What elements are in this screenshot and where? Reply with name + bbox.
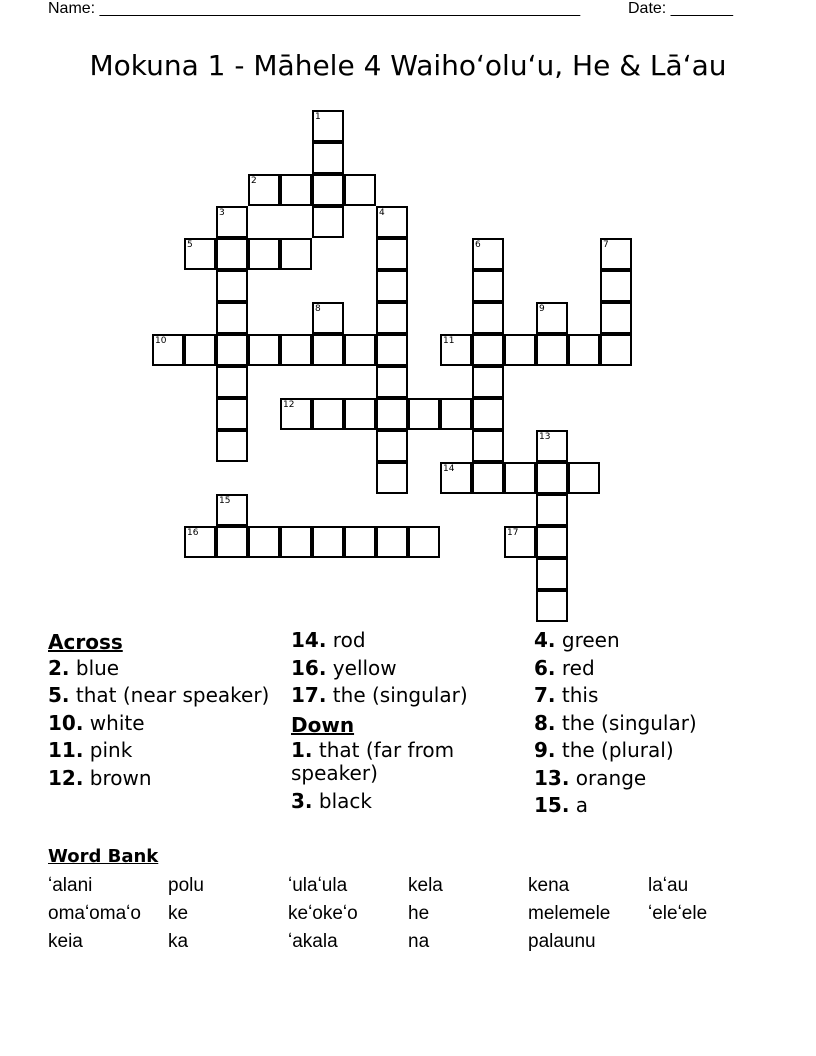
clue-down-7: 7. this — [534, 683, 599, 707]
crossword-cell[interactable] — [376, 526, 408, 558]
clue-column-1 — [48, 629, 280, 794]
crossword-cell[interactable] — [536, 334, 568, 366]
crossword-cell[interactable] — [216, 366, 248, 398]
clue-down-3: 3. black — [291, 788, 372, 813]
cell-number: 12 — [283, 400, 295, 410]
cell-number: 15 — [219, 496, 231, 506]
clue-across-10: 10. white — [48, 710, 145, 735]
crossword-cell[interactable] — [152, 334, 184, 366]
cell-number: 5 — [187, 240, 193, 250]
crossword-cell[interactable] — [472, 462, 504, 494]
crossword-cell[interactable] — [216, 270, 248, 302]
crossword-cell[interactable] — [312, 206, 344, 238]
crossword-cell[interactable] — [248, 526, 280, 558]
crossword-cell[interactable] — [248, 174, 280, 206]
crossword-cell[interactable] — [472, 398, 504, 430]
crossword-cell[interactable] — [472, 238, 504, 270]
crossword-cell[interactable] — [216, 494, 248, 526]
clue-down-1: 1. that (far from speaker) — [291, 738, 455, 785]
clue-across-11: 11. pink — [48, 738, 133, 762]
crossword-cell[interactable] — [536, 558, 568, 590]
crossword-cell[interactable] — [536, 526, 568, 558]
crossword-cell[interactable] — [568, 334, 600, 366]
cell-number: 10 — [155, 336, 167, 346]
clue-across-2: 2. blue — [48, 655, 120, 680]
clue-across-14: 14. rod — [291, 628, 366, 652]
crossword-cell[interactable] — [376, 206, 408, 238]
word-bank-word: kena — [528, 875, 570, 896]
clue-across-12: 12. brown — [48, 765, 152, 790]
cell-number: 13 — [539, 432, 551, 442]
date-field[interactable]: Date: _______ — [628, 0, 733, 17]
cell-number: 16 — [187, 528, 199, 538]
crossword-cell[interactable] — [408, 526, 440, 558]
crossword-cell[interactable] — [184, 526, 216, 558]
crossword-cell[interactable] — [536, 494, 568, 526]
word-bank-word: laʻau — [648, 875, 689, 896]
crossword-cell[interactable] — [312, 398, 344, 430]
word-bank-word: ʻakala — [288, 931, 338, 952]
crossword-cell[interactable] — [280, 334, 312, 366]
word-bank-word: ʻulaʻula — [288, 875, 348, 896]
crossword-cell[interactable] — [376, 462, 408, 494]
crossword-cell[interactable] — [216, 302, 248, 334]
crossword-cell[interactable] — [440, 462, 472, 494]
crossword-cell[interactable] — [472, 302, 504, 334]
name-field[interactable]: Name: ______________________________________________________ — [48, 0, 581, 17]
word-bank-word: keʻokeʻo — [288, 903, 358, 924]
crossword-cell[interactable] — [536, 590, 568, 622]
crossword-cell[interactable] — [216, 430, 248, 462]
crossword-cell[interactable] — [184, 334, 216, 366]
crossword-cell[interactable] — [536, 302, 568, 334]
crossword-cell[interactable] — [440, 334, 472, 366]
clue-down-9: 9. the (plural) — [534, 738, 674, 762]
cell-number: 8 — [315, 304, 321, 314]
cell-number: 17 — [507, 528, 519, 538]
crossword-cell[interactable] — [312, 302, 344, 334]
crossword-cell[interactable] — [344, 174, 376, 206]
crossword-cell[interactable] — [216, 334, 248, 366]
crossword-cell[interactable] — [216, 398, 248, 430]
crossword-cell[interactable] — [376, 398, 408, 430]
crossword-cell[interactable] — [344, 526, 376, 558]
crossword-cell[interactable] — [344, 398, 376, 430]
crossword-cell[interactable] — [248, 238, 280, 270]
crossword-cell[interactable] — [440, 398, 472, 430]
crossword-cell[interactable] — [344, 334, 376, 366]
word-bank-word: palaunu — [528, 931, 596, 952]
crossword-cell[interactable] — [216, 526, 248, 558]
word-bank-word: ʻalani — [48, 875, 93, 896]
cell-number: 6 — [475, 240, 481, 250]
crossword-cell[interactable] — [600, 238, 632, 270]
crossword-cell[interactable] — [280, 526, 312, 558]
crossword-cell[interactable] — [504, 526, 536, 558]
word-bank-title: Word Bank — [48, 846, 159, 867]
crossword-cell[interactable] — [312, 174, 344, 206]
crossword-cell[interactable] — [568, 462, 600, 494]
crossword-cell[interactable] — [376, 238, 408, 270]
clue-across-16: 16. yellow — [291, 655, 397, 680]
cell-number: 9 — [539, 304, 545, 314]
crossword-cell[interactable] — [216, 206, 248, 238]
crossword-cell[interactable] — [504, 462, 536, 494]
clue-down-6: 6. red — [534, 655, 595, 680]
cell-number: 7 — [603, 240, 609, 250]
crossword-cell[interactable] — [216, 238, 248, 270]
crossword-cell[interactable] — [312, 142, 344, 174]
crossword-cell[interactable] — [376, 430, 408, 462]
crossword-cell[interactable] — [312, 334, 344, 366]
crossword-cell[interactable] — [376, 270, 408, 302]
crossword-cell[interactable] — [312, 526, 344, 558]
crossword-cell[interactable] — [376, 334, 408, 366]
word-bank-word: ʻeleʻele — [648, 903, 708, 924]
across-heading: Across — [48, 630, 123, 654]
word-bank-word: omaʻomaʻo — [48, 903, 141, 924]
clue-down-8: 8. the (singular) — [534, 710, 697, 735]
crossword-cell[interactable] — [600, 270, 632, 302]
crossword-cell[interactable] — [472, 334, 504, 366]
crossword-cell[interactable] — [600, 302, 632, 334]
clue-across-5: 5. that (near speaker) — [48, 683, 270, 707]
word-bank-word: ke — [168, 903, 189, 924]
clue-down-13: 13. orange — [534, 765, 647, 790]
page-title: Mokuna 1 - Māhele 4 Waihoʻoluʻu, He & Lāʻau — [89, 49, 727, 82]
word-bank-word: keia — [48, 931, 83, 952]
crossword-cell[interactable] — [472, 366, 504, 398]
cell-number: 11 — [443, 336, 455, 346]
cell-number: 2 — [251, 176, 257, 186]
word-bank-word: polu — [168, 875, 204, 896]
clue-column-3 — [534, 629, 766, 822]
crossword-cell[interactable] — [408, 398, 440, 430]
clue-down-15: 15. a — [534, 793, 589, 817]
word-bank-word: na — [408, 931, 430, 952]
crossword-cell[interactable] — [536, 462, 568, 494]
word-bank-word: melemele — [528, 903, 611, 924]
clue-across-17: 17. the (singular) — [291, 683, 468, 707]
crossword-cell[interactable] — [184, 238, 216, 270]
cell-number: 1 — [315, 112, 321, 122]
word-bank-word: kela — [408, 875, 443, 896]
crossword-cell[interactable] — [312, 110, 344, 142]
cell-number: 4 — [379, 208, 385, 218]
cell-number: 3 — [219, 208, 225, 218]
word-bank-word: ka — [168, 931, 189, 952]
crossword-cell[interactable] — [376, 366, 408, 398]
clue-column-2 — [291, 629, 523, 817]
crossword-cell[interactable] — [472, 430, 504, 462]
crossword-cell[interactable] — [600, 334, 632, 366]
crossword-cell[interactable] — [280, 398, 312, 430]
crossword-cell[interactable] — [504, 334, 536, 366]
crossword-cell[interactable] — [280, 174, 312, 206]
crossword-cell[interactable] — [536, 430, 568, 462]
crossword-cell[interactable] — [248, 334, 280, 366]
crossword-cell[interactable] — [472, 270, 504, 302]
crossword-cell[interactable] — [376, 302, 408, 334]
clue-down-4: 4. green — [534, 628, 620, 652]
crossword-cell[interactable] — [280, 238, 312, 270]
cell-number: 14 — [443, 464, 455, 474]
word-bank-word: he — [408, 903, 430, 924]
down-heading: Down — [291, 712, 355, 737]
